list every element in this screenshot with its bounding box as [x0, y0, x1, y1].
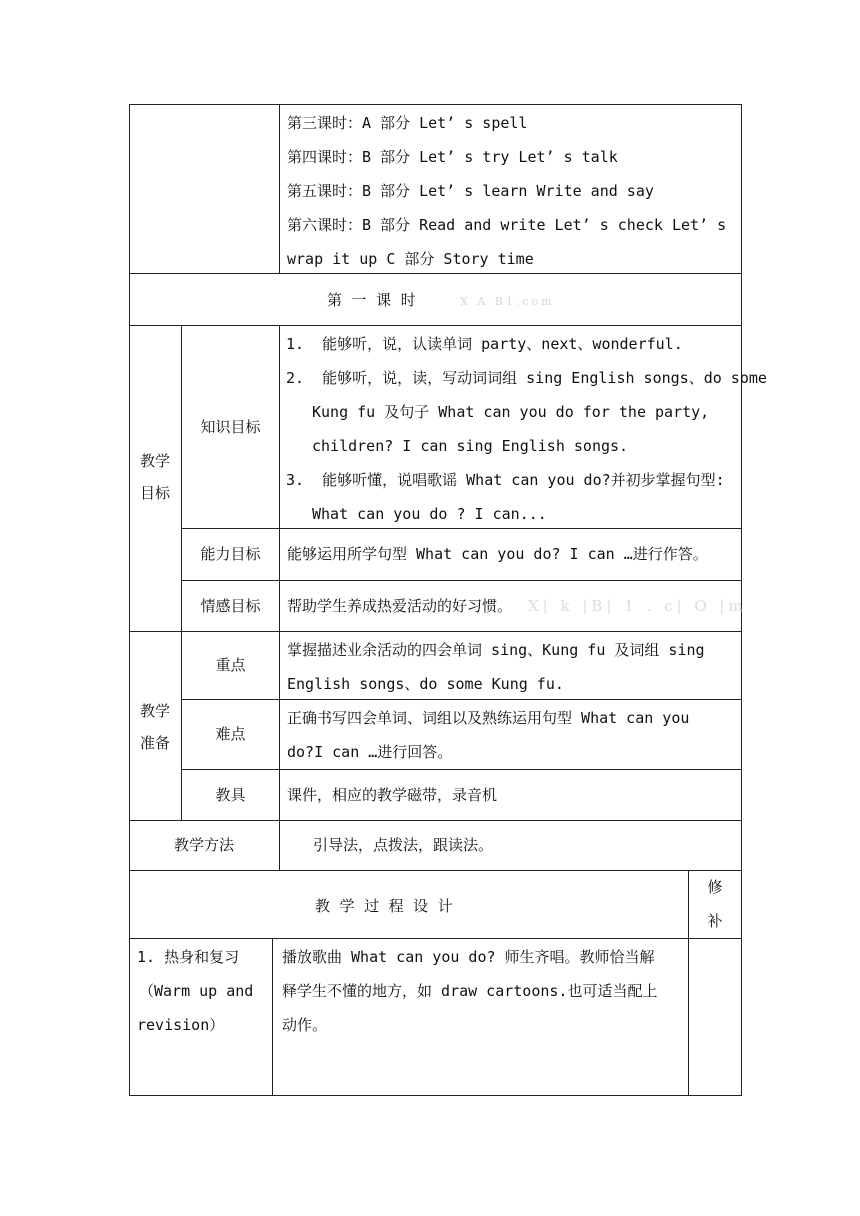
prep-section-label: [129, 695, 181, 759]
method-text: 引导法，点拨法，跟读法。: [313, 836, 494, 854]
revise-label-line: 修: [707, 878, 723, 896]
goals-section-label-line: 教学: [139, 452, 170, 470]
watermark: X A B1.com: [460, 295, 555, 308]
schedule-line: 第六课时：B 部分 Read and write Let’ s check Let’ s: [287, 216, 727, 234]
process-title: 教 学 过 程 设 计: [315, 897, 453, 915]
ability-goal-label: 能力目标: [200, 545, 261, 563]
table-border-bottom: [129, 1095, 742, 1096]
emotion-goal-label: 情感目标: [200, 597, 261, 615]
knowledge-goal-line: 2. 能够听，说，读，写动词词组 sing English songs、do some: [286, 369, 767, 387]
lesson-title: 第 一 课 时: [327, 291, 416, 309]
goals-section-label: [129, 445, 181, 509]
divider: [279, 104, 280, 273]
ability-goal-text: 能够运用所学句型 What can you do? I can …进行作答。: [287, 545, 708, 563]
schedule-line: wrap it up C 部分 Story time: [287, 250, 534, 268]
schedule-line: 第五课时：B 部分 Let’ s learn Write and say: [287, 182, 654, 200]
divider: [272, 938, 273, 1095]
divider: [181, 769, 742, 770]
prep-section-label-line: 教学: [139, 702, 170, 720]
watermark: X| k |B| 1 . c| O |m: [528, 597, 747, 615]
knowledge-goal-line: 3. 能够听懂，说唱歌谣 What can you do?并初步掌握句型:: [286, 471, 725, 489]
knowledge-goal-line: Kung fu 及句子 What can you do for the party,: [312, 403, 710, 421]
step-content-line: 动作。: [282, 1016, 328, 1034]
key-points-label: 重点: [215, 656, 246, 674]
schedule-line: 第三课时：A 部分 Let’ s spell: [287, 114, 528, 132]
revise-label: [689, 870, 741, 938]
knowledge-goal-line: 1. 能够听，说，认读单词 party、next、wonderful.: [286, 335, 683, 353]
step-label-line: 1. 热身和复习: [137, 948, 240, 966]
knowledge-goal-label: 知识目标: [200, 418, 261, 436]
knowledge-goal-line: What can you do ? I can...: [312, 505, 547, 523]
schedule-line: 第四课时：B 部分 Let’ s try Let’ s talk: [287, 148, 618, 166]
difficulties-line: 正确书写四会单词、词组以及熟练运用句型 What can you: [287, 709, 690, 727]
tools-label: 教具: [215, 786, 246, 804]
divider: [129, 938, 742, 939]
key-points-line: English songs、do some Kung fu.: [287, 675, 564, 693]
key-points-line: 掌握描述业余活动的四会单词 sing、Kung fu 及词组 sing: [287, 641, 705, 659]
step-content-line: 播放歌曲 What can you do? 师生齐唱。教师恰当解: [282, 948, 655, 966]
divider: [129, 820, 742, 821]
table-border-top: [129, 104, 742, 105]
difficulties-line: do?I can …进行回答。: [287, 743, 453, 761]
revise-label-line: 补: [707, 912, 723, 930]
goals-section-label-line: 目标: [139, 484, 170, 502]
divider: [129, 631, 742, 632]
step-label-line: （Warm up and: [139, 982, 254, 1000]
step-content-line: 释学生不懂的地方，如 draw cartoons.也可适当配上: [282, 982, 658, 1000]
divider: [181, 580, 742, 581]
table-border-left: [129, 104, 130, 1095]
step-label-line: revision）: [137, 1016, 225, 1034]
tools-text: 课件，相应的教学磁带，录音机: [287, 786, 498, 804]
emotion-goal-text: 帮助学生养成热爱活动的好习惯。: [287, 597, 513, 615]
prep-section-label-line: 准备: [139, 734, 170, 752]
method-label: 教学方法: [173, 836, 234, 854]
divider: [129, 870, 742, 871]
divider: [279, 325, 280, 870]
knowledge-goal-line: children? I can sing English songs.: [312, 437, 629, 455]
difficulties-label: 难点: [215, 725, 246, 743]
divider: [129, 325, 742, 326]
